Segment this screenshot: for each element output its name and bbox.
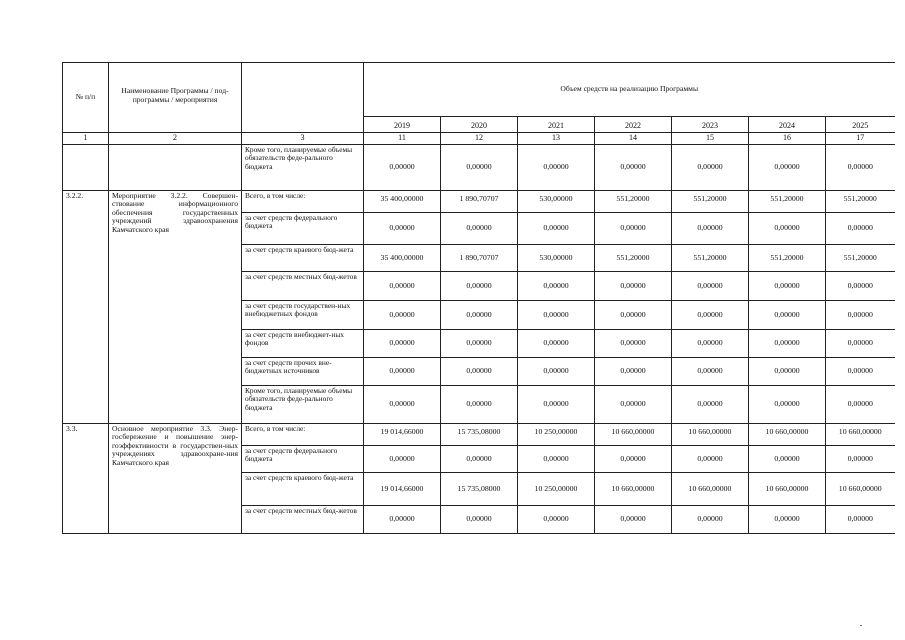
amount-2020: 0,00000 bbox=[441, 271, 518, 300]
year-2020: 2020 bbox=[441, 117, 518, 133]
amount-2024: 0,00000 bbox=[749, 212, 826, 244]
funding-source: за счет средств федерального бюджета bbox=[242, 212, 364, 244]
amount-2025: 0,00000 bbox=[826, 357, 895, 385]
item-number: 3.2.2. bbox=[63, 190, 109, 423]
item-name: Мероприятие 3.2.2. Совершен-ствование информационного обеспечения государственных учреждений здравоохранения Камчатского края bbox=[109, 190, 242, 423]
funding-source: Кроме того, планируемые объемы обязательств феде-рального бюджета bbox=[242, 385, 364, 423]
amount-2020: 15 735,08000 bbox=[441, 472, 518, 505]
funding-source: за счет средств местных бюд-жетов bbox=[242, 271, 364, 300]
funding-source: за счет средств внебюджет-ных фондов bbox=[242, 329, 364, 357]
amount-2019: 0,00000 bbox=[364, 329, 441, 357]
amount-2021: 0,00000 bbox=[518, 445, 595, 472]
amount-2020: 0,00000 bbox=[441, 505, 518, 533]
header-source-col bbox=[242, 63, 364, 133]
amount-2019: 35 400,00000 bbox=[364, 244, 441, 271]
column-number: 16 bbox=[749, 133, 826, 145]
amount-2021: 0,00000 bbox=[518, 505, 595, 533]
amount-2024: 10 660,00000 bbox=[749, 423, 826, 445]
amount-2022: 0,00000 bbox=[595, 271, 672, 300]
amount-2023: 0,00000 bbox=[672, 271, 749, 300]
amount-2022: 0,00000 bbox=[595, 212, 672, 244]
amount-2023: 0,00000 bbox=[672, 212, 749, 244]
column-number: 2 bbox=[109, 133, 242, 145]
amount-2023: 10 660,00000 bbox=[672, 423, 749, 445]
amount-2021: 0,00000 bbox=[518, 212, 595, 244]
amount-2023: 0,00000 bbox=[672, 144, 749, 190]
column-number: 14 bbox=[595, 133, 672, 145]
amount-2024: 0,00000 bbox=[749, 385, 826, 423]
amount-2024: 10 660,00000 bbox=[749, 472, 826, 505]
amount-2023: 551,20000 bbox=[672, 190, 749, 212]
funding-source: за счет средств государствен-ных внебюджетных фондов bbox=[242, 300, 364, 329]
amount-2022: 0,00000 bbox=[595, 357, 672, 385]
amount-2021: 10 250,00000 bbox=[518, 423, 595, 445]
column-number: 15 bbox=[672, 133, 749, 145]
amount-2020: 0,00000 bbox=[441, 445, 518, 472]
amount-2025: 551,20000 bbox=[826, 244, 895, 271]
amount-2025: 0,00000 bbox=[826, 385, 895, 423]
header-row bbox=[63, 63, 895, 117]
amount-2020: 0,00000 bbox=[441, 357, 518, 385]
table-row bbox=[63, 423, 895, 445]
amount-2020: 0,00000 bbox=[441, 212, 518, 244]
amount-2022: 0,00000 bbox=[595, 385, 672, 423]
amount-2020: 1 890,70707 bbox=[441, 190, 518, 212]
year-2019: 2019 bbox=[364, 117, 441, 133]
amount-2022: 0,00000 bbox=[595, 505, 672, 533]
amount-2023: 0,00000 bbox=[672, 505, 749, 533]
item-number bbox=[63, 144, 109, 190]
table-row bbox=[63, 144, 895, 190]
item-number: 3.3. bbox=[63, 423, 109, 533]
funding-source: за счет средств краевого бюд-жета bbox=[242, 472, 364, 505]
item-name bbox=[109, 144, 242, 190]
funding-source: за счет средств федерального бюджета bbox=[242, 445, 364, 472]
amount-2020: 0,00000 bbox=[441, 144, 518, 190]
header-volume-col: Объем средств на реализацию Программы bbox=[364, 63, 895, 117]
amount-2023: 0,00000 bbox=[672, 385, 749, 423]
amount-2025: 10 660,00000 bbox=[826, 423, 895, 445]
amount-2019: 19 014,66000 bbox=[364, 423, 441, 445]
amount-2024: 0,00000 bbox=[749, 357, 826, 385]
amount-2022: 551,20000 bbox=[595, 244, 672, 271]
table-row bbox=[63, 190, 895, 212]
column-number: 11 bbox=[364, 133, 441, 145]
amount-2024: 0,00000 bbox=[749, 445, 826, 472]
amount-2024: 551,20000 bbox=[749, 244, 826, 271]
amount-2022: 0,00000 bbox=[595, 300, 672, 329]
amount-2025: 0,00000 bbox=[826, 212, 895, 244]
amount-2024: 0,00000 bbox=[749, 505, 826, 533]
amount-2021: 10 250,00000 bbox=[518, 472, 595, 505]
amount-2019: 35 400,00000 bbox=[364, 190, 441, 212]
funding-source: Кроме того, планируемые объемы обязательств феде-рального бюджета bbox=[242, 144, 364, 190]
amount-2019: 0,00000 bbox=[364, 445, 441, 472]
amount-2025: 0,00000 bbox=[826, 300, 895, 329]
amount-2021: 530,00000 bbox=[518, 244, 595, 271]
funding-source: за счет средств прочих вне-бюджетных источников bbox=[242, 357, 364, 385]
item-name: Основное мероприятие 3.3. Энер-госбережение и повышение энер-гоэффективности в государствен-ных учреждениях здравоохране-ния Камчатского края bbox=[109, 423, 242, 533]
amount-2022: 10 660,00000 bbox=[595, 423, 672, 445]
amount-2019: 0,00000 bbox=[364, 357, 441, 385]
amount-2019: 0,00000 bbox=[364, 300, 441, 329]
amount-2022: 10 660,00000 bbox=[595, 472, 672, 505]
amount-2020: 0,00000 bbox=[441, 300, 518, 329]
amount-2019: 0,00000 bbox=[364, 271, 441, 300]
amount-2019: 19 014,66000 bbox=[364, 472, 441, 505]
header-name-col: Наименование Программы / под-программы / мероприятия bbox=[109, 63, 242, 133]
amount-2024: 0,00000 bbox=[749, 271, 826, 300]
amount-2025: 0,00000 bbox=[826, 329, 895, 357]
amount-2022: 0,00000 bbox=[595, 329, 672, 357]
amount-2021: 0,00000 bbox=[518, 357, 595, 385]
column-number: 12 bbox=[441, 133, 518, 145]
amount-2019: 0,00000 bbox=[364, 505, 441, 533]
column-number: 3 bbox=[242, 133, 364, 145]
amount-2020: 0,00000 bbox=[441, 385, 518, 423]
header-num-col: № п/п bbox=[63, 63, 109, 133]
amount-2021: 0,00000 bbox=[518, 144, 595, 190]
amount-2021: 530,00000 bbox=[518, 190, 595, 212]
amount-2023: 551,20000 bbox=[672, 244, 749, 271]
amount-2021: 0,00000 bbox=[518, 329, 595, 357]
column-number: 17 bbox=[826, 133, 895, 145]
amount-2025: 0,00000 bbox=[826, 445, 895, 472]
year-2025: 2025 bbox=[826, 117, 895, 133]
amount-2025: 551,20000 bbox=[826, 190, 895, 212]
amount-2022: 551,20000 bbox=[595, 190, 672, 212]
funding-source: за счет средств местных бюд-жетов bbox=[242, 505, 364, 533]
scan-speck bbox=[860, 625, 862, 626]
year-2022: 2022 bbox=[595, 117, 672, 133]
amount-2021: 0,00000 bbox=[518, 385, 595, 423]
amount-2025: 0,00000 bbox=[826, 271, 895, 300]
funding-source: Всего, в том числе: bbox=[242, 423, 364, 445]
amount-2023: 0,00000 bbox=[672, 357, 749, 385]
year-2023: 2023 bbox=[672, 117, 749, 133]
amount-2025: 0,00000 bbox=[826, 505, 895, 533]
funding-source: Всего, в том числе: bbox=[242, 190, 364, 212]
amount-2024: 0,00000 bbox=[749, 300, 826, 329]
column-number: 1 bbox=[63, 133, 109, 145]
amount-2021: 0,00000 bbox=[518, 271, 595, 300]
amount-2023: 0,00000 bbox=[672, 329, 749, 357]
year-2021: 2021 bbox=[518, 117, 595, 133]
column-number-row bbox=[63, 133, 895, 145]
amount-2023: 10 660,00000 bbox=[672, 472, 749, 505]
funding-source: за счет средств краевого бюд-жета bbox=[242, 244, 364, 271]
budget-table bbox=[62, 62, 895, 534]
column-number: 13 bbox=[518, 133, 595, 145]
amount-2024: 0,00000 bbox=[749, 329, 826, 357]
amount-2023: 0,00000 bbox=[672, 300, 749, 329]
amount-2022: 0,00000 bbox=[595, 445, 672, 472]
amount-2023: 0,00000 bbox=[672, 445, 749, 472]
amount-2020: 15 735,08000 bbox=[441, 423, 518, 445]
amount-2025: 0,00000 bbox=[826, 144, 895, 190]
amount-2019: 0,00000 bbox=[364, 212, 441, 244]
amount-2024: 0,00000 bbox=[749, 144, 826, 190]
amount-2024: 551,20000 bbox=[749, 190, 826, 212]
amount-2020: 1 890,70707 bbox=[441, 244, 518, 271]
amount-2022: 0,00000 bbox=[595, 144, 672, 190]
amount-2019: 0,00000 bbox=[364, 144, 441, 190]
amount-2021: 0,00000 bbox=[518, 300, 595, 329]
year-2024: 2024 bbox=[749, 117, 826, 133]
amount-2020: 0,00000 bbox=[441, 329, 518, 357]
amount-2019: 0,00000 bbox=[364, 385, 441, 423]
amount-2025: 10 660,00000 bbox=[826, 472, 895, 505]
